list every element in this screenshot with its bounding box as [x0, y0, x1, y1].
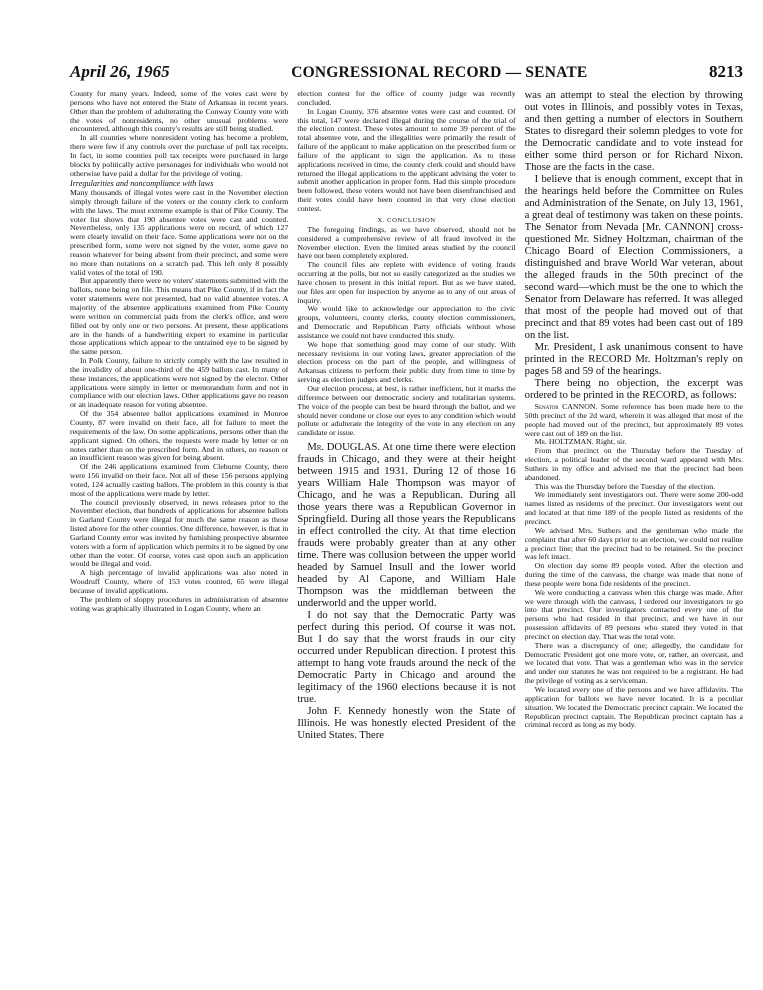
paragraph: Many thousands of illegal votes were cast in the November election simply through failure of the voters or the county clerk to conform with the laws. The most extreme example is that of Pike County. The voter list shows that 190 absentee votes were cast and counted. Nevertheless, only 135 applications were on record, of which 127 were clearly invalid on their face. Some applications were not on the prescribed form, some were not signed by the voter, some gave no reason whatever for being absent from their precinct, and some were no more than notations on a scratch pad. This left only 8 possibly valid votes of the total of 190. [70, 188, 289, 277]
excerpt-text: Some reference has been made here to the 50th precinct of the 2d ward, wherein it was alleged that most of the people had moved out of the precinct, but approximately 89 votes were cast out of 189 on the list. [524, 402, 743, 438]
running-header [70, 62, 743, 86]
paragraph: Our election process, at best, is rather inefficient, but it marks the difference between our democratic society and totalitarian systems. The voice of the people can best be heard through the ballot, and we should never condone or close our eyes to any condition which would pollute or adulterate the integrity of the vote in any election on any candidate or issue. [297, 384, 516, 438]
speech-paragraph: John F. Kennedy honestly won the State of Illinois. He was honestly elected President of the United States. There [297, 706, 516, 742]
text-columns [70, 90, 743, 986]
paragraph: We would like to acknowledge our appreciation to the civic groups, volunteers, county clerks, county election commissioners, and Democratic and Republican Party officials without whose assistance we could not have conducted this study. [297, 304, 516, 340]
speech-text: At one time there were election frauds in Chicago, and they were at their height between 1915 and 1931. During 12 of those 16 years William Hale Thompson was mayor of Chicago, and he was a Republican. During all those years there was a Republican Governor in Springfield. During all those years the Republicans in effect controlled the city. At that time election frauds were probably greater than at any other time. There was collusion between the upper world headed by Samuel Insull and the lower world headed by Al Capone, and William Hale Thompson was the middleman between the underworld and the upper world. [297, 442, 516, 610]
speaker-name: Mr. HOLTZMAN. [534, 437, 594, 447]
excerpt-paragraph: We were conducting a canvass when this charge was made. After we were through with the canvass, I ordered our investigators to go into that precinct. Our investigators contacted every one of the persons who had resided in that precinct, and we have in our possession affidavits of 89 persons who stated they voted in that precinct on election day. That was the total vote. [524, 587, 743, 641]
excerpt-paragraph: On election day some 89 people voted. After the election and during the time of the canvass, the charge was made that none of these people were bona fide residents of the precinct. [524, 561, 743, 588]
speech-paragraph [297, 442, 515, 610]
header-page-number: 8213 [708, 62, 743, 81]
excerpt-paragraph: There was a discrepancy of one; allegedly, the candidate for Democratic President got one more vote, or, rather, an overcast, and we located that vote. That was a gentleman who was in the service and under our statutes he was not required to be a registrant. He had the privilege of voting as a serviceman. [524, 640, 743, 686]
speech-paragraph: I do not say that the Democratic Party was perfect during this period. Of course it was not. But I do say that the worst frauds in our city occurred under Republican direction. I protest this attempt to hang vote frauds around the neck of the Democratic Party in Chicago and around the legitimacy of the 1960 elections because it is not true. [297, 610, 516, 706]
speaker-name: Mr. DOUGLAS. [307, 442, 381, 454]
column-2 [297, 90, 515, 986]
paragraph: The problem of sloppy procedures in administration of absentee voting was graphically illustrated in Logan County, where an [70, 594, 289, 613]
speech-paragraph: was an attempt to steal the election by throwing out votes in Illinois, and possibly votes in Texas, and then getting a number of electors in Southern States to disregard their solemn pledges to vote for the Democratic candidate and to vote instead for either some third person or for Richard Nixon. Those are the facts in the case. [524, 90, 743, 173]
paragraph: County for many years. Indeed, some of the votes cast were by persons who have not entered the State of Arkansas in recent years. Other than the problem of adulterating the Conway County vote with the votes of nonresidents, no other unusual problems were encountered, although this county's results are still being studied. [70, 90, 289, 134]
report-text-col1 [70, 90, 288, 614]
paragraph: We hope that something good may come of our study. With necessary revisions in our voting laws, greater appreciation of the election process on the part of the people, and willingness of Arkansas citizens to perform their public duty from time to time by serving as election judges and clerks. [297, 339, 516, 385]
hearing-excerpt [525, 403, 743, 730]
speech-paragraph: There being no objection, the excerpt was ordered to be printed in the RECORD, as follows: [524, 378, 743, 401]
paragraph: Of the 246 applications examined from Cleburne County, there were 156 invalid on their face. Not all of these 156 persons applying voted, 124 actually casting ballots. The problem in this county is that most of the applications were made by letter. [70, 462, 289, 498]
excerpt-text: Right, sir. [595, 437, 627, 447]
speaker-name: Senator CANNON. [534, 402, 598, 411]
paragraph: The council previously observed, in news releases prior to the November election, that hundreds of applications for absentee ballots in Garland County were illegal for much the same reason as those listed above for the other counties. One difference, however, is that in Garland County error was invited by furnishing prospective absentee voters with a form of application which permits it to be signed by one other than the voter. Of course, votes cast upon such an application would be illegal and void. [70, 497, 289, 569]
paragraph: election contest for the office of county judge was recently concluded. [297, 90, 516, 107]
paragraph: In all counties where nonresident voting has become a problem, there were few if any controls over the purchase of poll tax receipts. In fact, in some counties poll tax receipts were purchased in large blocks by politically active personages for individuals who would not otherwise have paid a dollar for the privilege of voting. [70, 133, 289, 178]
floor-speech-col3 [525, 90, 743, 402]
excerpt-paragraph: This was the Thursday before the Tuesday of the election. [534, 481, 716, 491]
header-title: CONGRESSIONAL RECORD — SENATE [291, 64, 588, 81]
paragraph: But apparently there were no voters' statements submitted with the ballots, none being on file. This means that Pike County, if in fact the voter statements were not presented, had no valid absentee votes. A majority of the absentee applications examined from Pike County were written on commercial pads from the clerk's office, and were filled out by only one or two persons. At present, these applications are in the hands of a handwriting expert to examine in particular those applications which appear to the untrained eye to be signed by the same person. [70, 276, 289, 357]
excerpt-paragraph: We located every one of the persons and we have affidavits. The application for ballots we have never located. It is a peculiar situation. We located the Democratic precinct captain. We located the Republican precinct captain. The Republican precinct captain has a criminal record as long as my body. [524, 685, 743, 730]
paragraph: The council files are replete with evidence of voting frauds occurring at the polls, but not so easily categorized as the studies we have chosen to present in this initial report. But as we have stated, our files are open for inspection by anyone as to any of our areas of inquiry. [297, 260, 516, 305]
column-1 [70, 90, 288, 986]
excerpt-paragraph: We immediately sent investigators out. There were some 200-odd names listed as residents of the precinct. Our investigators went out and located at that time 189 of the people listed as residents of the precinct. [524, 490, 743, 526]
paragraph: In Logan County, 376 absentee votes were cast and counted. Of this total, 147 were declared illegal during the course of the trial of the election contest. These votes amount to some 39 percent of the total absentee vote, and the illegalities were primarily the result of failure of the applicant to make application on the prescribed form or failure of the applicant to sign the application. As to those applications received in time, the county clerk could and should have returned the illegal applications to the applicant advising the voter to submit another application in proper form. Had this simple procedure been followed, these voters would not have been disenfranchised and their votes could have been counted in that very close election contest. [297, 106, 516, 213]
excerpt-paragraph: From that precinct on the Thursday before the Tuesday of election, a political leader of the second ward appeared with Mrs. Suthers in my office and advised me that the precinct had been abandoned. [524, 446, 743, 482]
column-3 [525, 90, 743, 986]
section-subheading: Irregularities and noncompliance with laws [70, 179, 214, 189]
paragraph: Of the 354 absentee ballot applications examined in Monroe County, 87 were invalid on their face, all for failure to meet the requirements of the law. On some applications, persons other than the applicant signed. On others, the requests were made by letter or on notes rather than on the prescribed form. And in others, no reason or an insufficient reason was given for being absent. [70, 409, 289, 463]
report-text-col2 [297, 90, 515, 438]
header-date: April 26, 1965 [70, 62, 170, 81]
paragraph: In Polk County, failure to strictly comply with the law resulted in the invalidity of about one-third of the 459 ballots cast. In many of these instances, the applications were not signed by the elector. Other applications were simply in letter or memorandum form and not in compliance with our election laws. Other applications gave no reason or an inadequate reason for voting absentee. [70, 356, 289, 410]
floor-speech-col2 [297, 442, 515, 742]
section-heading-conclusion: X. CONCLUSION [377, 216, 436, 224]
paragraph: A high percentage of invalid applications was also noted in Woodruff County, where of 153 votes counted, 65 were illegal because of invalid applications. [70, 568, 289, 595]
excerpt-paragraph: We advised Mrs. Suthers and the gentleman who made the complaint that after 60 days prior to an election, we could not realine a precinct line; that the precinct had to be retained. So the precinct was left intact. [524, 525, 743, 562]
speech-paragraph: Mr. President, I ask unanimous consent to have printed in the RECORD Mr. Holtzman's reply on pages 58 and 59 of the hearings. [524, 342, 743, 377]
paragraph: The foregoing findings, as we have observed, should not be considered a comprehensive review of all fraud involved in the November election. Even the limited areas studied by the council have not been completely explored. [297, 224, 516, 261]
speech-paragraph: I believe that is enough comment, except that in the hearings held before the Committee on Rules and Administration of the Senate, on July 13, 1961, a great deal of testimony was taken on these points. The Senator from Nevada [Mr. CANNON] cross-questioned Mr. Sidney Holtzman, chairman of the Chicago Board of Election Commissioners, a distinguished and brave World War veteran, about the alleged frauds in the 50th precinct of the second ward—which must be the one to which the Senator from Delaware has referred. It was alleged that most of the people had moved out of that precinct and that 89 votes had been cast out of 189 on the list. [524, 174, 743, 341]
excerpt-paragraph [525, 403, 743, 438]
